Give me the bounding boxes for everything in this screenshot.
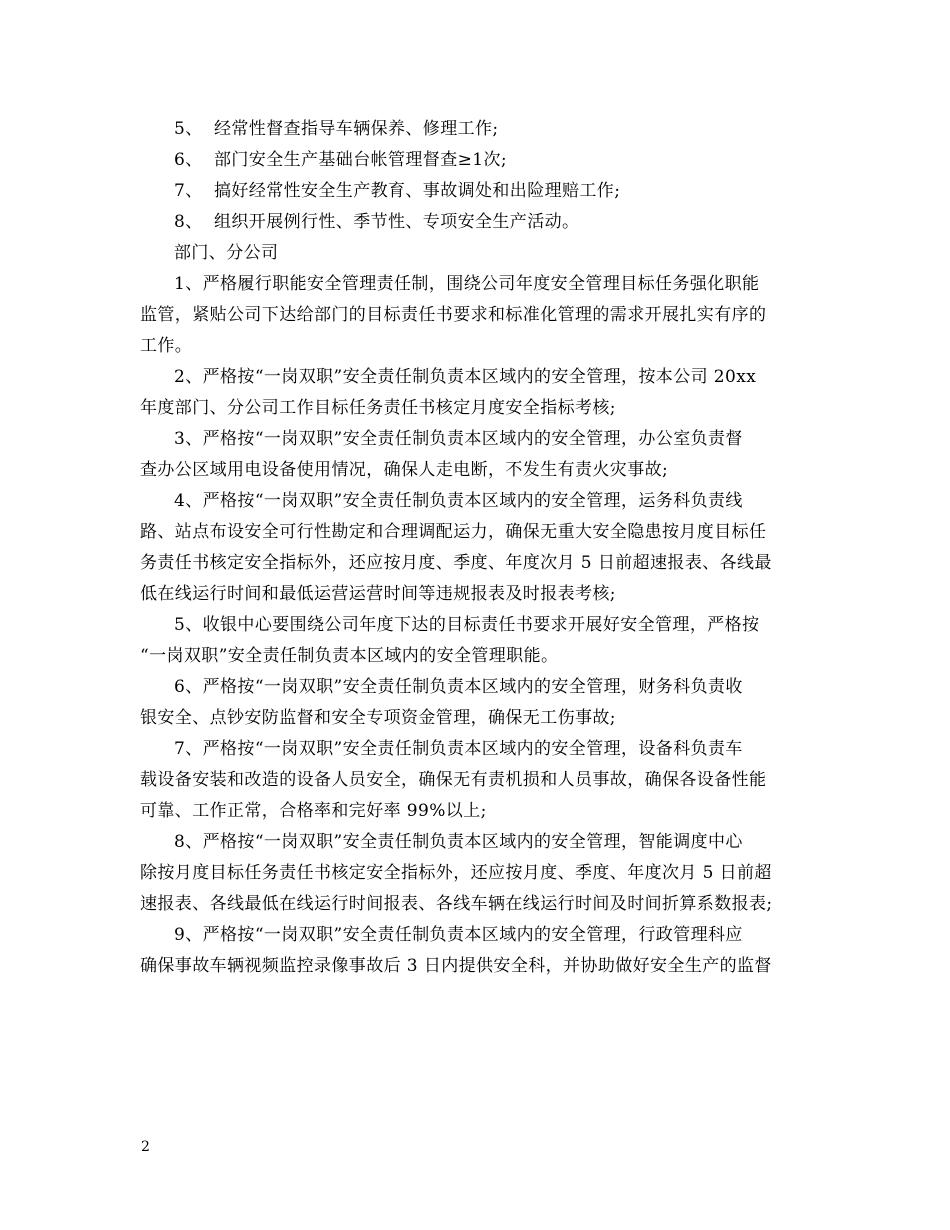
numbered-item-6 [140, 145, 812, 176]
paragraph-line: 务责任书核定安全指标外，还应按月度、季度、年度次月 5 日前超速报表、各线最 [140, 553, 772, 573]
document-body [140, 114, 812, 982]
paragraph-2 [140, 362, 812, 424]
item-number: 6、 [174, 150, 203, 170]
paragraph-line: 8、严格按“一岗双职”安全责任制负责本区域内的安全管理，智能调度中心 [174, 832, 743, 852]
item-text: 经常性督查指导车辆保养、修理工作; [214, 119, 499, 139]
numbered-item-5 [140, 114, 812, 145]
item-text: 部门安全生产基础台帐管理督查≥1次; [214, 150, 507, 170]
paragraph-line: 速报表、各线最低在线运行时间报表、各线车辆在线运行时间及时间折算系数报表; [140, 894, 773, 914]
item-text: 组织开展例行性、季节性、专项安全生产活动。 [214, 212, 580, 232]
paragraph-3 [140, 424, 812, 486]
paragraph-line: 可靠、工作正常，合格率和完好率 99%以上; [140, 801, 487, 821]
paragraph-line: 6、严格按“一岗双职”安全责任制负责本区域内的安全管理，财务科负责收 [174, 677, 743, 697]
paragraph-line: 4、严格按“一岗双职”安全责任制负责本区域内的安全管理，运务科负责线 [174, 491, 743, 511]
numbered-item-8 [140, 207, 812, 238]
paragraph-line: 低在线运行时间和最低运营运营时间等违规报表及时报表考核; [140, 584, 616, 604]
paragraph-line: 查办公区域用电设备使用情况，确保人走电断，不发生有责火灾事故; [140, 460, 669, 480]
paragraph-line: 银安全、点钞安防监督和安全专项资金管理，确保无工伤事故; [140, 708, 616, 728]
paragraph-line: 2、严格按“一岗双职”安全责任制负责本区域内的安全管理，按本公司 20xx [174, 367, 757, 387]
paragraph-line: 3、严格按“一岗双职”安全责任制负责本区域内的安全管理，办公室负责督 [174, 429, 743, 449]
item-text: 搞好经常性安全生产教育、事故调处和出险理赔工作; [214, 181, 621, 201]
item-number: 5、 [174, 119, 203, 139]
paragraph-line: 1、严格履行职能安全管理责任制，围绕公司年度安全管理目标任务强化职能 [174, 274, 760, 294]
paragraph-line: 工作。 [140, 336, 193, 356]
paragraph-line: 路、站点布设安全可行性勘定和合理调配运力，确保无重大安全隐患按月度目标任 [140, 522, 767, 542]
paragraph-8 [140, 827, 812, 920]
numbered-item-7 [140, 176, 812, 207]
paragraph-1 [140, 269, 812, 362]
paragraph-6 [140, 672, 812, 734]
paragraph-line: 5、收银中心要围绕公司年度下达的目标责任书要求开展好安全管理，严格按 [174, 615, 760, 635]
paragraph-line: 9、严格按“一岗双职”安全责任制负责本区域内的安全管理，行政管理科应 [174, 925, 743, 945]
paragraph-line: 7、严格按“一岗双职”安全责任制负责本区域内的安全管理，设备科负责车 [174, 739, 743, 759]
paragraph-line: 除按月度目标任务责任书核定安全指标外，还应按月度、季度、年度次月 5 日前超 [140, 863, 772, 883]
item-number: 7、 [174, 181, 203, 201]
item-number: 8、 [174, 212, 203, 232]
paragraph-line: 载设备安装和改造的设备人员安全，确保无有责机损和人员事故，确保各设备性能 [140, 770, 767, 790]
paragraph-5 [140, 610, 812, 672]
paragraph-4 [140, 486, 812, 610]
paragraph-line: 年度部门、分公司工作目标任务责任书核定月度安全指标考核; [140, 398, 616, 418]
section-heading: 部门、分公司 [174, 243, 279, 263]
page-number: 2 [141, 1139, 150, 1155]
paragraph-7 [140, 734, 812, 827]
paragraph-line: 监管，紧贴公司下达给部门的目标责任书要求和标准化管理的需求开展扎实有序的 [140, 305, 767, 325]
paragraph-line: “一岗双职”安全责任制负责本区域内的安全管理职能。 [140, 646, 559, 666]
paragraph-9 [140, 920, 812, 982]
paragraph-line: 确保事故车辆视频监控录像事故后 3 日内提供安全科，并协助做好安全生产的监督 [140, 956, 772, 976]
